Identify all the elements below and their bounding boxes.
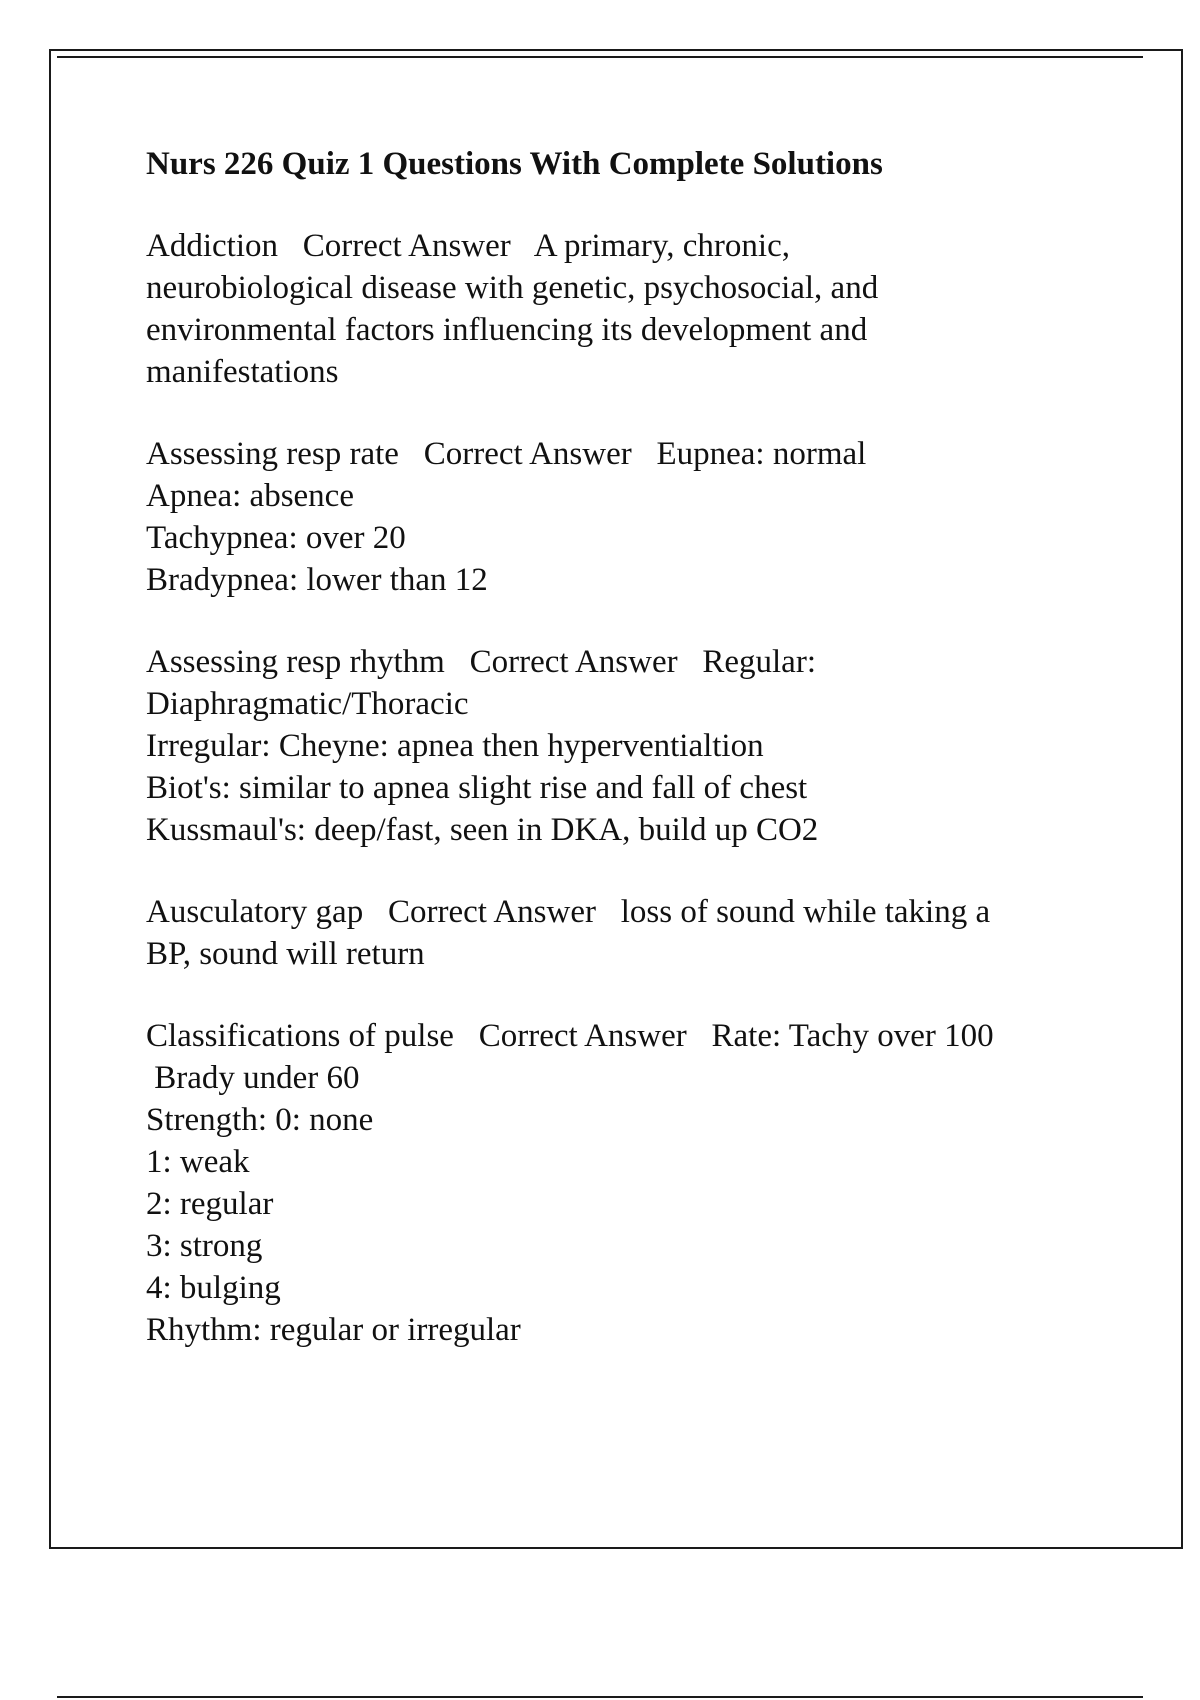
qa-first-line — [146, 641, 1106, 683]
qa-answer-line: Eupnea: normal — [656, 436, 867, 472]
qa-term: Addiction — [146, 228, 278, 264]
qa-answer-line: Bradypnea: lower than 12 — [146, 562, 488, 598]
qa-answer-line: BP, sound will return — [146, 936, 425, 972]
qa-term: Classifications of pulse — [146, 1018, 454, 1054]
qa-answer-line: Biot's: similar to apnea slight rise and fall of chest — [146, 770, 808, 806]
qa-answer-line: 4: bulging — [146, 1270, 281, 1306]
qa-separator: Correct Answer — [277, 228, 534, 264]
qa-answer-line: Tachypnea: over 20 — [146, 520, 406, 556]
qa-separator: Correct Answer — [363, 894, 621, 930]
qa-answer-line: neurobiological disease with genetic, psychosocial, and — [146, 270, 879, 306]
qa-separator: Correct Answer — [453, 1018, 712, 1054]
qa-separator: Correct Answer — [398, 436, 657, 472]
qa-answer-line: manifestations — [146, 354, 339, 390]
qa-first-line — [146, 1015, 1106, 1057]
qa-answer-line: Apnea: absence — [146, 478, 354, 514]
qa-answer-line: Brady under 60 — [146, 1060, 360, 1096]
qa-answer-line: Rate: Tachy over 100 — [711, 1018, 994, 1054]
qa-answer-line: Rhythm: regular or irregular — [146, 1312, 521, 1348]
qa-answer-line: A primary, chronic, — [533, 228, 790, 264]
qa-answer-line: Irregular: Cheyne: apnea then hyperventialtion — [146, 728, 764, 764]
document-title: Nurs 226 Quiz 1 Questions With Complete Solutions — [146, 146, 883, 182]
qa-term: Assessing resp rate — [146, 436, 399, 472]
document-body — [146, 143, 1106, 1391]
qa-answer-line: 3: strong — [146, 1228, 263, 1264]
qa-answer-line: Diaphragmatic/Thoracic — [146, 686, 469, 722]
qa-item-resp-rhythm — [146, 641, 1106, 851]
qa-item-ausculatory-gap — [146, 891, 1106, 975]
qa-answer-line: loss of sound while taking a — [620, 894, 991, 930]
bottom-rule — [57, 1696, 1143, 1698]
qa-answer-line: 1: weak — [146, 1144, 250, 1180]
qa-term: Ausculatory gap — [146, 894, 364, 930]
qa-term: Assessing resp rhythm — [146, 644, 445, 680]
qa-first-line — [146, 433, 1106, 475]
qa-answer-line: environmental factors influencing its development and — [146, 312, 868, 348]
qa-answer-line: 2: regular — [146, 1186, 274, 1222]
qa-first-line — [146, 225, 1106, 267]
qa-separator: Correct Answer — [444, 644, 703, 680]
top-rule — [57, 56, 1143, 58]
qa-answer-line: Kussmaul's: deep/fast, seen in DKA, build up CO2 — [146, 812, 819, 848]
qa-item-addiction — [146, 225, 1106, 393]
qa-item-pulse-classifications — [146, 1015, 1106, 1351]
qa-item-resp-rate — [146, 433, 1106, 601]
qa-answer-line: Regular: — [702, 644, 816, 680]
qa-first-line — [146, 891, 1106, 933]
qa-answer-line: Strength: 0: none — [146, 1102, 374, 1138]
